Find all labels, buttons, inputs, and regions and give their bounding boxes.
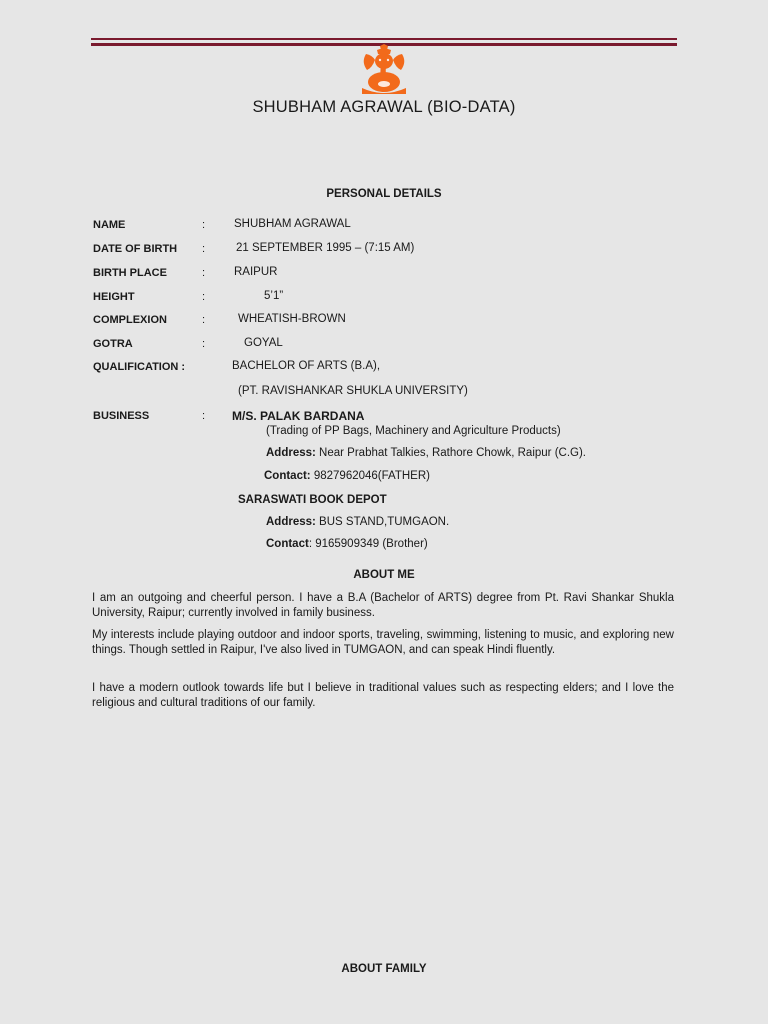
colon: : [202,314,206,326]
qualification-value: BACHELOR OF ARTS (B.A), [232,360,381,372]
business1-desc: (Trading of PP Bags, Machinery and Agriculture Products) [266,425,561,437]
ganesha-icon [358,44,410,94]
contact-label: Contact [266,538,309,550]
birth-place-label: BIRTH PLACE [93,267,167,279]
personal-details-heading: PERSONAL DETAILS [326,188,442,200]
colon: : [202,219,206,231]
colon: : [202,291,206,303]
business2-contact-value: : 9165909349 (Brother) [308,538,428,550]
gotra-value: GOYAL [244,337,283,349]
complexion-label: COMPLEXION [93,314,167,326]
address-label: Address: [266,447,316,459]
business1-contact [264,470,430,482]
complexion-value: WHEATISH-BROWN [238,313,346,325]
name-label: NAME [93,219,126,231]
dob-label: DATE OF BIRTH [93,243,178,255]
business1-contact-value: 9827962046(FATHER) [310,470,430,482]
about-me-paragraph: I have a modern outlook towards life but I believe in traditional values such as respecting elders; and I love the religious and cultural traditions of our family. [92,682,674,709]
about-me-paragraph: I am an outgoing and cheerful person. I have a B.A (Bachelor of ARTS) degree from Pt. Ravi Shankar Shukla University, Raipur; currently involved in family business. [92,592,674,619]
address-label: Address: [266,516,316,528]
about-me-paragraph: My interests include playing outdoor and indoor sports, traveling, swimming, listening to music, and exploring new things. Though settled in Raipur, I've also lived in TUMGAON, and can speak Hindi fluently. [92,629,674,656]
colon: : [202,267,206,279]
business-label: BUSINESS [93,410,150,422]
qualification-label: QUALIFICATION : [93,361,186,373]
contact-label: Contact: [264,470,311,482]
colon: : [202,338,206,350]
business1-address [266,447,586,459]
colon: : [202,410,206,422]
about-me-heading: ABOUT ME [353,569,415,581]
header-rule-top [91,38,677,40]
height-value: 5’1” [264,290,284,302]
qualification-university: (PT. RAVISHANKAR SHUKLA UNIVERSITY) [238,385,468,397]
height-label: HEIGHT [93,291,135,303]
business2-address [266,516,449,528]
page-title: SHUBHAM AGRAWAL (BIO-DATA) [252,98,516,116]
name-value: SHUBHAM AGRAWAL [234,218,351,230]
business1-name: M/S. PALAK BARDANA [232,409,365,423]
business1-address-value: Near Prabhat Talkies, Rathore Chowk, Raipur (C.G). [315,447,587,459]
about-family-heading: ABOUT FAMILY [341,963,427,975]
gotra-label: GOTRA [93,338,133,350]
birth-place-value: RAIPUR [234,266,278,278]
colon: : [202,243,206,255]
dob-value: 21 SEPTEMBER 1995 – (7:15 AM) [236,242,415,254]
business2-name: SARASWATI BOOK DEPOT [238,494,387,506]
business2-contact [266,538,428,550]
business2-address-value: BUS STAND,TUMGAON. [315,516,450,528]
